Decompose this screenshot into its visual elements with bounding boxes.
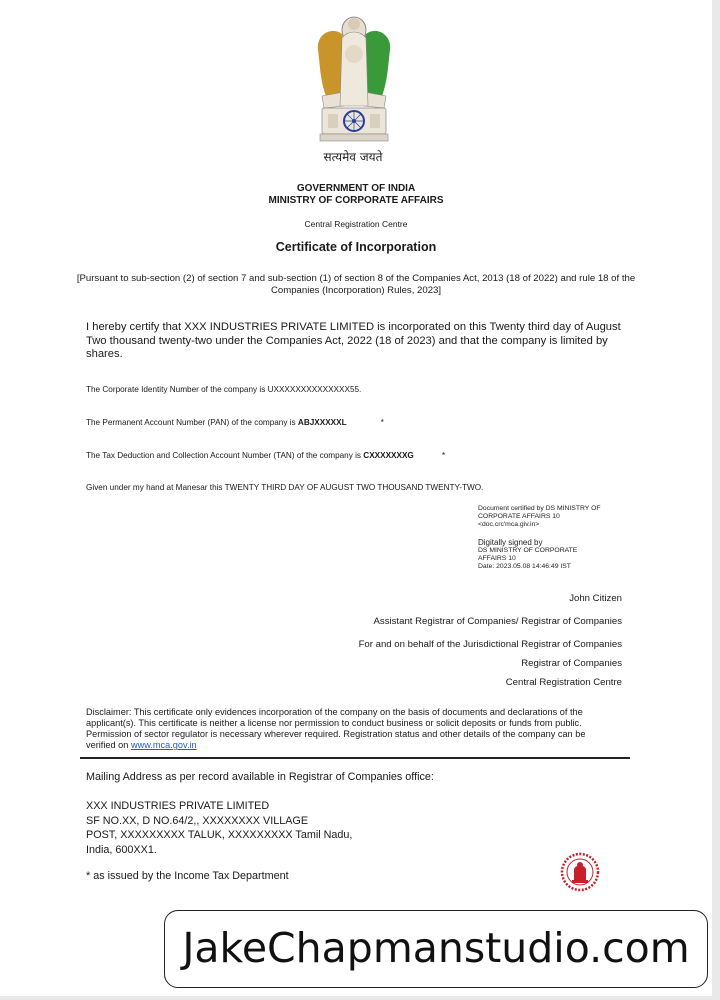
address-line-2: SF NO.XX, D NO.64/2,, XXXXXXXX VILLAGE: [86, 814, 309, 827]
given-under-hand: Given under my hand at Manesar this TWENTY THIRD DAY OF AUGUST TWO THOUSAND TWENTY-TWO.: [86, 483, 484, 492]
mailing-heading: Mailing Address as per record available in Registrar of Companies office:: [86, 771, 434, 783]
tax-footnote: * as issued by the Income Tax Department: [86, 870, 289, 882]
government-name: GOVERNMENT OF INDIA: [296, 183, 416, 194]
address-line-4: India, 600XX1.: [86, 843, 157, 856]
address-line-3: POST, XXXXXXXXX TALUK, XXXXXXXXX Tamil Nadu,: [86, 829, 353, 841]
address-line-1: XXX INDUSTRIES PRIVATE LIMITED: [86, 800, 270, 812]
signatory-role-2: For and on behalf of the Jurisdictional Registrar of Companies: [358, 639, 622, 650]
pan-label: The Permanent Account Number (PAN) of the company is: [86, 418, 298, 427]
mca-link[interactable]: www.mca.gov.in: [130, 740, 197, 750]
issuer-heading: [0, 183, 712, 207]
pan-value: ABJXXXXXL: [297, 418, 347, 427]
registration-centre: Central Registration Centre: [304, 219, 408, 229]
signatory-role-3: Registrar of Companies: [521, 658, 622, 669]
cert-line-1: Document certified by DS MINISTRY OF: [478, 505, 601, 512]
emblem-motto: सत्यमेव जयते: [323, 150, 383, 164]
signatory-role-1: Assistant Registrar of Companies/ Registrar of Companies: [373, 616, 622, 627]
pan-line: [86, 418, 384, 427]
certification-statement: I hereby certify that XXX INDUSTRIES PRIVATE LIMITED is incorporated on this Twenty third day of August Two thousand twenty-two under the Companies Act, 2022 (18 of 2023) and that the company is limited by shares.: [86, 321, 621, 361]
signature-date: Date: 2023.05.08 14:46:49 IST: [478, 563, 571, 570]
section-divider: [80, 757, 630, 759]
watermark-banner: JakeChapmanstudio.com: [164, 910, 708, 988]
signer-line-2: AFFAIRS 10: [478, 555, 516, 562]
tan-line: [86, 451, 445, 460]
pursuant-clause: [Pursuant to sub-section (2) of section 7 and sub-section (1) of section 8 of the Companies Act, 2013 (18 of 2022) and rule 18 of the Companies (Incorporation) Rules, 2023]: [76, 273, 636, 296]
disclaimer: [86, 707, 612, 751]
cin-label: The Corporate Identity Number of the company is: [86, 385, 268, 394]
certificate-title: Certificate of Incorporation: [275, 240, 437, 254]
digital-certification: [478, 505, 601, 529]
cert-line-2: CORPORATE AFFAIRS 10: [478, 513, 560, 520]
digital-signature: [478, 539, 577, 571]
cert-line-3: <doc.crc'mca.giv.in>: [478, 521, 540, 528]
national-emblem: [312, 10, 396, 145]
signatory-name: John Citizen: [569, 593, 622, 604]
official-seal: [560, 852, 600, 892]
tan-value: CXXXXXXXG: [363, 451, 414, 460]
tan-footnote-star: *: [441, 451, 445, 460]
pan-footnote-star: *: [380, 418, 384, 427]
tan-label: The Tax Deduction and Collection Account Number (TAN) of the company is: [86, 451, 364, 460]
signer-line-1: DS MINISTRY OF CORPORATE: [478, 547, 578, 554]
disclaimer-text: Disclaimer: This certificate only evidences incorporation of the company on the basis of documents and declarations of the applicant(s). This certificate is neither a license nor permission to conduct business or solicit deposits or funds from public. Permission of sector regulator is necessary wherever required. Registration status and other details of the company can be verified on: [86, 707, 586, 750]
mailing-address: [86, 799, 352, 857]
signed-by-label: Digitally signed by: [478, 538, 543, 547]
signatory-role-4: Central Registration Centre: [505, 677, 622, 688]
cin-line: [86, 385, 361, 394]
ministry-name: MINISTRY OF CORPORATE AFFAIRS: [268, 195, 444, 206]
cin-value: UXXXXXXXXXXXXXX55.: [267, 385, 362, 394]
